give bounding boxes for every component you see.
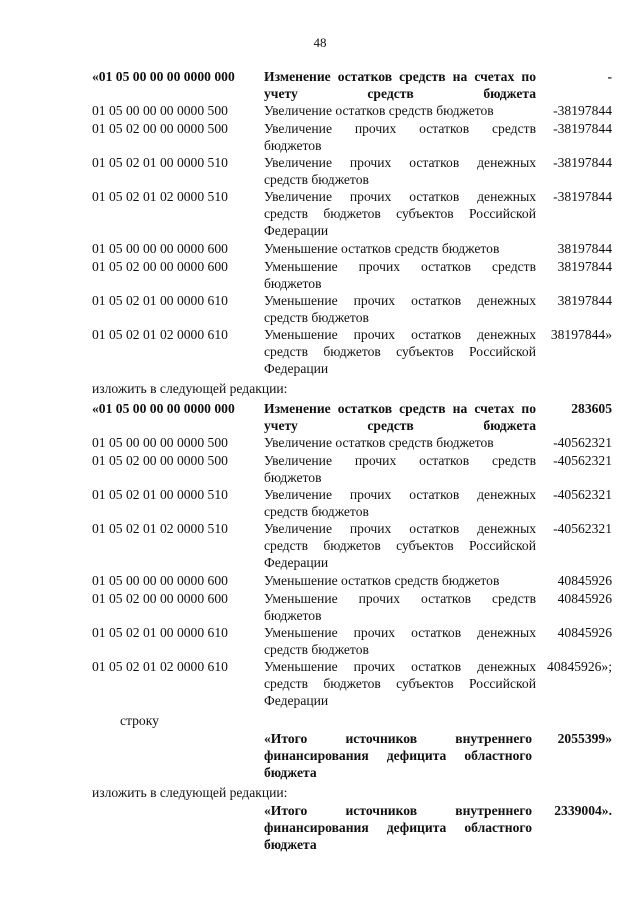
budget-description: Уменьшение прочих остатков средств бюджетов	[264, 591, 536, 623]
budget-amount: 40845926	[557, 573, 612, 588]
budget-description: Уменьшение прочих остатков средств бюджетов	[264, 259, 536, 291]
budget-code: 01 05 02 01 00 0000 610	[92, 625, 228, 640]
total-description: «Итого источников внутреннего финансирования дефицита областного бюджета	[264, 803, 532, 852]
budget-amount: -38197844	[553, 189, 612, 204]
budget-amount: -40562321	[553, 453, 612, 468]
budget-amount: -38197844	[553, 103, 612, 118]
budget-code: 01 05 02 00 00 0000 600	[92, 591, 228, 606]
budget-amount: 40845926»;	[547, 659, 612, 674]
budget-description: Уменьшение прочих остатков денежных средств бюджетов субъектов Российской Федерации	[264, 327, 536, 376]
budget-code: 01 05 02 01 02 0000 610	[92, 659, 228, 674]
budget-code: 01 05 02 01 00 0000 510	[92, 155, 228, 170]
budget-amount: -40562321	[553, 487, 612, 502]
total-description: «Итого источников внутреннего финансирования дефицита областного бюджета	[264, 731, 532, 780]
budget-code: 01 05 00 00 00 0000 600	[92, 573, 228, 588]
budget-description: Увеличение прочих остатков денежных средств бюджетов	[264, 487, 536, 519]
budget-code: 01 05 02 00 00 0000 600	[92, 259, 228, 274]
budget-description: Уменьшение прочих остатков денежных средств бюджетов субъектов Российской Федерации	[264, 659, 536, 708]
budget-description: Изменение остатков средств на счетах по учету средств бюджета	[264, 69, 536, 101]
budget-code: 01 05 02 01 02 0000 510	[92, 189, 228, 204]
row-label: строку	[120, 713, 159, 728]
budget-code: 01 05 00 00 00 0000 600	[92, 241, 228, 256]
budget-code: 01 05 02 01 02 0000 510	[92, 521, 228, 536]
budget-code: 01 05 02 00 00 0000 500	[92, 453, 228, 468]
intro-text: изложить в следующей редакции:	[92, 381, 288, 396]
budget-description: Увеличение остатков средств бюджетов	[264, 103, 494, 118]
budget-code: 01 05 02 00 00 0000 500	[92, 121, 228, 136]
budget-description: Увеличение прочих остатков денежных средств бюджетов субъектов Российской Федерации	[264, 521, 536, 570]
budget-description: Уменьшение прочих остатков денежных средств бюджетов	[264, 625, 536, 657]
budget-amount: 38197844»	[550, 327, 612, 342]
budget-amount: -40562321	[553, 521, 612, 536]
budget-description: Увеличение прочих остатков денежных средств бюджетов	[264, 155, 536, 187]
page-number: 48	[313, 35, 327, 50]
budget-amount: 38197844	[557, 293, 612, 308]
budget-amount: 38197844	[557, 259, 612, 274]
budget-description: Изменение остатков средств на счетах по учету средств бюджета	[264, 401, 536, 433]
total-amount: 2339004».	[554, 803, 612, 818]
budget-code: 01 05 02 01 00 0000 610	[92, 293, 228, 308]
total-amount: 2055399»	[557, 731, 612, 746]
budget-code: 01 05 02 01 00 0000 510	[92, 487, 228, 502]
budget-amount: 40845926	[557, 625, 612, 640]
budget-amount: 40845926	[557, 591, 612, 606]
budget-amount: -38197844	[553, 155, 612, 170]
budget-amount: 283605	[571, 401, 612, 416]
budget-amount: -	[607, 69, 612, 84]
intro-text: изложить в следующей редакции:	[92, 785, 288, 800]
budget-amount: -38197844	[553, 121, 612, 136]
budget-description: Увеличение прочих остатков средств бюджетов	[264, 453, 536, 485]
budget-description: Увеличение прочих остатков средств бюджетов	[264, 121, 536, 153]
budget-description: Уменьшение остатков средств бюджетов	[264, 573, 500, 588]
budget-amount: -40562321	[553, 435, 612, 450]
budget-code: 01 05 02 01 02 0000 610	[92, 327, 228, 342]
budget-description: Уменьшение прочих остатков денежных средств бюджетов	[264, 293, 536, 325]
budget-amount: 38197844	[557, 241, 612, 256]
budget-description: Уменьшение остатков средств бюджетов	[264, 241, 500, 256]
budget-code: 01 05 00 00 00 0000 500	[92, 435, 228, 450]
budget-code: 01 05 00 00 00 0000 500	[92, 103, 228, 118]
budget-code: «01 05 00 00 00 0000 000	[92, 69, 235, 84]
budget-description: Увеличение прочих остатков денежных средств бюджетов субъектов Российской Федерации	[264, 189, 536, 238]
budget-description: Увеличение остатков средств бюджетов	[264, 435, 494, 450]
budget-code: «01 05 00 00 00 0000 000	[92, 401, 235, 416]
